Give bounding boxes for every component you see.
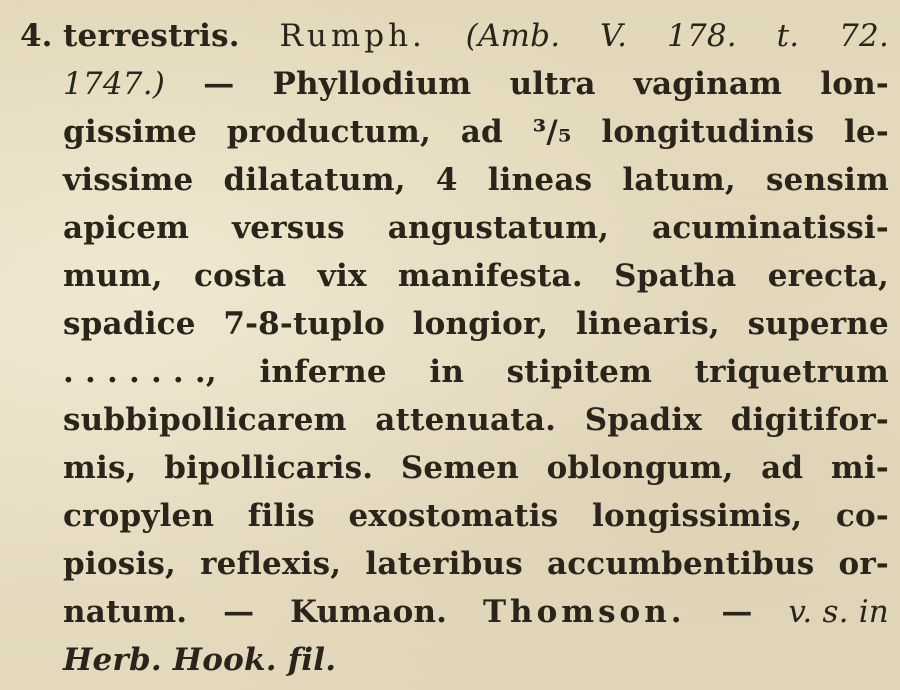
word: lon- bbox=[820, 66, 889, 102]
word: or- bbox=[838, 546, 889, 582]
word: Spadix bbox=[584, 402, 703, 438]
word: manifesta. bbox=[397, 258, 583, 294]
ellipsis-gap: . . . . . . ., bbox=[63, 354, 217, 390]
word: stipitem bbox=[506, 354, 653, 390]
word: versus bbox=[232, 210, 345, 246]
word: lateribus bbox=[365, 546, 523, 582]
citation-word: t. bbox=[776, 18, 800, 54]
word: bipollicaris. bbox=[164, 450, 374, 486]
citation-word: 72. bbox=[839, 18, 889, 54]
word: le- bbox=[843, 114, 889, 150]
collector-name: Thomson. bbox=[482, 594, 686, 630]
species-name: terrestris. bbox=[63, 18, 240, 54]
word: piosis, bbox=[63, 546, 177, 582]
text-line bbox=[63, 588, 889, 636]
text-line bbox=[63, 12, 889, 60]
word: ad bbox=[460, 114, 503, 150]
word: gissime bbox=[63, 114, 198, 150]
text-line bbox=[63, 636, 889, 684]
word: reflexis, bbox=[200, 546, 342, 582]
text-line bbox=[63, 204, 889, 252]
word: natum. bbox=[63, 594, 188, 630]
word: co- bbox=[835, 498, 889, 534]
word: in bbox=[429, 354, 465, 390]
word: subbipollicarem bbox=[63, 402, 347, 438]
word: longissimis, bbox=[592, 498, 803, 534]
word: — bbox=[203, 66, 235, 102]
word: Spatha bbox=[614, 258, 737, 294]
word: apicem bbox=[63, 210, 190, 246]
word: acuminatissi- bbox=[652, 210, 889, 246]
word: angustatum, bbox=[387, 210, 610, 246]
word: longitudinis bbox=[601, 114, 815, 150]
word: Phyllodium bbox=[272, 66, 472, 102]
text-line bbox=[63, 492, 889, 540]
word: longior, bbox=[412, 306, 549, 342]
word: Semen bbox=[400, 450, 520, 486]
word: linearis, bbox=[575, 306, 720, 342]
fraction: ³/₅ bbox=[532, 114, 572, 150]
word: ad bbox=[761, 450, 804, 486]
text-line bbox=[63, 300, 889, 348]
text-line bbox=[63, 540, 889, 588]
word: mi- bbox=[830, 450, 889, 486]
word: cropylen bbox=[63, 498, 215, 534]
text-line bbox=[63, 252, 889, 300]
word: spadice bbox=[63, 306, 196, 342]
text-line bbox=[63, 348, 889, 396]
word: vaginam bbox=[633, 66, 783, 102]
citation-year: 1747.) bbox=[63, 66, 166, 102]
entry-number: 4. bbox=[20, 18, 53, 54]
locality: Kumaon. bbox=[290, 594, 448, 630]
word: filis bbox=[247, 498, 315, 534]
word: triquetrum bbox=[694, 354, 889, 390]
word: 4 bbox=[435, 162, 458, 198]
text-line bbox=[63, 156, 889, 204]
word: costa bbox=[194, 258, 287, 294]
citation-word: 178. bbox=[667, 18, 737, 54]
text-line bbox=[63, 60, 889, 108]
word: oblongum, bbox=[546, 450, 734, 486]
word: vix bbox=[317, 258, 367, 294]
word: — bbox=[223, 594, 255, 630]
word: mis, bbox=[63, 450, 137, 486]
citation-word: V. bbox=[600, 18, 628, 54]
word: lineas bbox=[487, 162, 593, 198]
text-line bbox=[63, 108, 889, 156]
word: mum, bbox=[63, 258, 163, 294]
word: digitifor- bbox=[730, 402, 889, 438]
word: vissime bbox=[63, 162, 194, 198]
word: attenuata. bbox=[375, 402, 557, 438]
word: — bbox=[721, 594, 753, 630]
word: 7-8-tuplo bbox=[223, 306, 385, 342]
word: accumbentibus bbox=[546, 546, 815, 582]
author-name: Rumph. bbox=[279, 18, 426, 54]
word: sensim bbox=[766, 162, 889, 198]
specimen-note: v. s. in bbox=[788, 594, 889, 630]
word: superne bbox=[747, 306, 889, 342]
citation-word: (Amb. bbox=[465, 18, 561, 54]
word: erecta, bbox=[767, 258, 889, 294]
word: inferne bbox=[259, 354, 387, 390]
word: productum, bbox=[226, 114, 431, 150]
word: ultra bbox=[509, 66, 596, 102]
word: latum, bbox=[622, 162, 736, 198]
text-line bbox=[63, 444, 889, 492]
herbarium-citation: Herb. Hook. fil. bbox=[63, 642, 337, 678]
text-line bbox=[63, 396, 889, 444]
word: dilatatum, bbox=[223, 162, 406, 198]
word: exostomatis bbox=[348, 498, 559, 534]
